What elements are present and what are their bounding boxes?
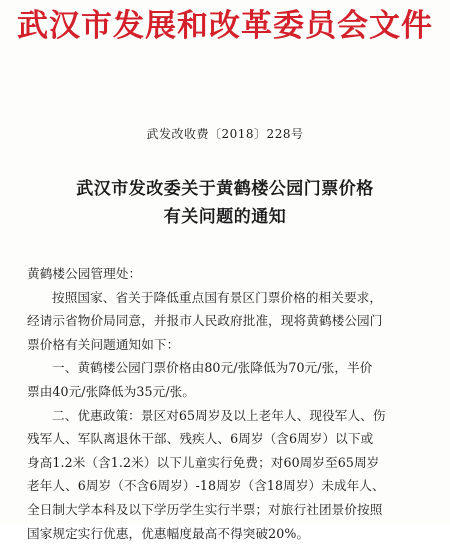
body-line: 二、优惠政策：景区对65周岁及以上老年人、现役军人、伤 [52,407,386,423]
body-line: 国家规定实行优惠，优惠幅度最高不得突破20%。 [27,525,310,541]
body-line: 按照国家、省关于降低重点国有景区门票价格的相关要求， [52,289,383,305]
recipient-line: 黄鹤楼公园管理处： [27,266,142,281]
body-line: 经请示省物价局同意，并报市人民政府批准，现将黄鹤楼公园门 [27,313,383,329]
body-line: 一、黄鹤楼公园门票价格由80元/张降低为70元/张，半价 [52,360,373,376]
document-title [0,175,450,231]
title-line-1: 武汉市发改委关于黄鹤楼公园门票价格 [76,179,374,199]
document-body [27,262,427,545]
document-number: 武发改收费〔2018〕228号 [146,127,304,141]
issuer-header: 武汉市发展和改革委员会文件 [17,8,433,44]
body-line: 全日制大学本科及以下学历学生实行半票；对旅行社团景价按照 [27,501,383,517]
body-line: 残军人、军队离退休干部、残疾人、6周岁（含6周岁）以下或 [27,431,374,447]
body-line: 身高1.2米（含1.2米）以下儿童实行免费；对60周岁至65周岁 [27,454,380,470]
body-line: 票价格有关问题通知如下： [27,336,180,352]
title-line-2: 有关问题的通知 [163,207,287,227]
body-line: 老年人、6周岁（不含6周岁）-18周岁（含18周岁）未成年人、 [27,478,385,494]
body-line: 票由40元/张降低为35元/张。 [27,383,196,399]
